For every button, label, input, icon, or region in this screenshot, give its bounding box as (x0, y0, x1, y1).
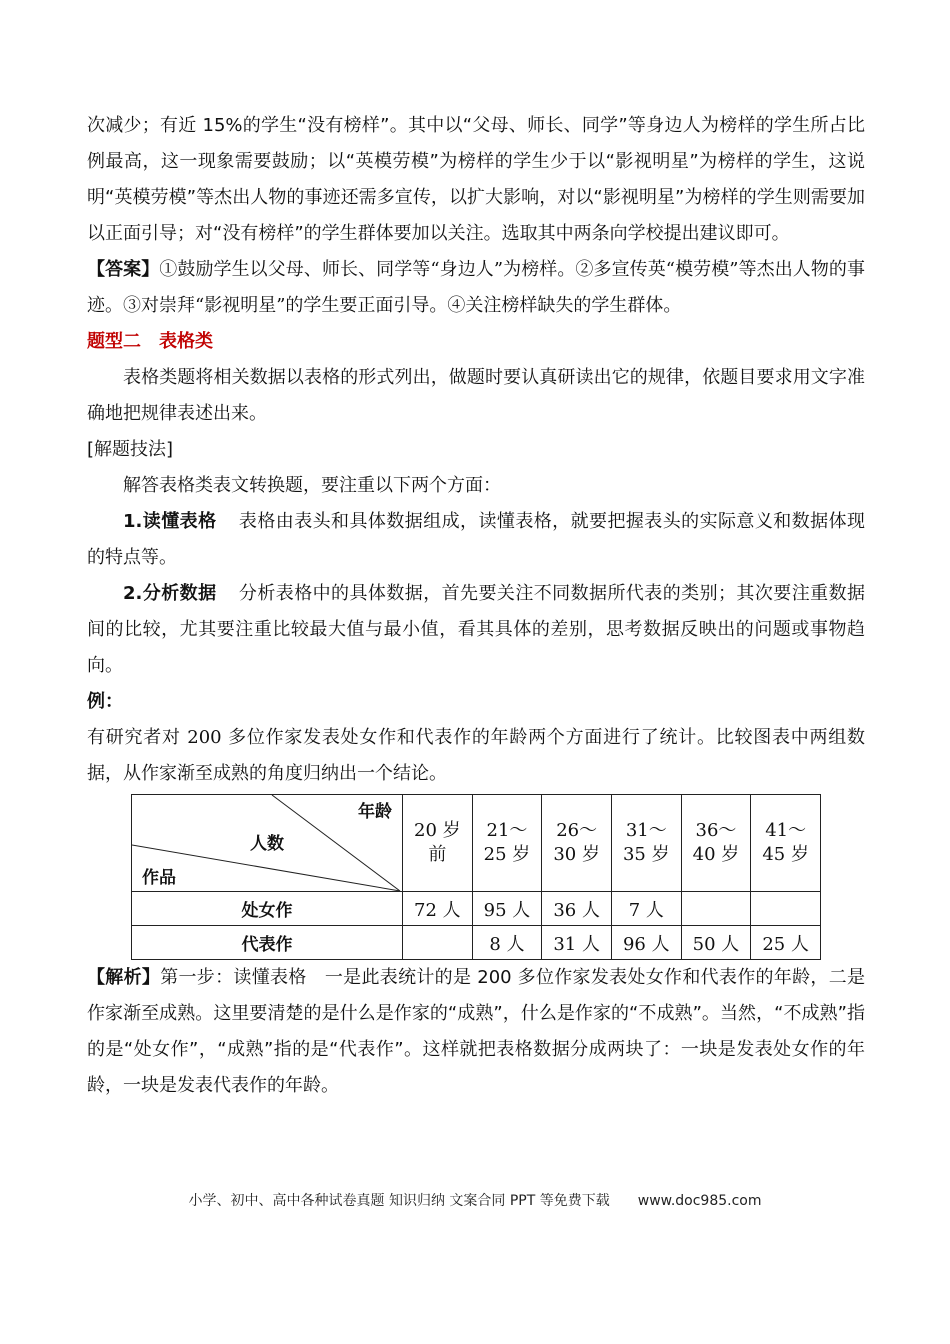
point-1 (87, 504, 865, 576)
point-1-label: 1.读懂表格 (123, 511, 217, 532)
header-age-label: 年龄 (358, 802, 392, 822)
table-cell: 95 人 (472, 892, 542, 926)
age-group-cell: 41～ 45 岁 (751, 795, 821, 892)
point-1-text: 表格由表头和具体数据组成，读懂表格，就要把握表头的实际意义和数据体现的特点等。 (87, 511, 865, 568)
intro-paragraph: 表格类题将相关数据以表格的形式列出，做题时要认真研读出它的规律，依题目要求用文字准确地把规律表述出来。 (87, 367, 865, 424)
header-count-label: 人数 (250, 834, 284, 854)
point-2-label: 2.分析数据 (123, 583, 217, 604)
row-label-first-work: 处女作 (132, 892, 403, 926)
age-group-cell: 36～ 40 岁 (681, 795, 751, 892)
age-group-cell: 31～ 35 岁 (611, 795, 681, 892)
technique-label: [解题技法] (87, 439, 174, 460)
table-cell (403, 926, 473, 960)
table-header-row (132, 795, 821, 892)
table-row (132, 892, 821, 926)
table-cell: 25 人 (751, 926, 821, 960)
page-footer (0, 1190, 950, 1210)
point-2-text: 分析表格中的具体数据，首先要关注不同数据所代表的类别；其次要注重数据间的比较，尤其要注重比较最大值与最小值，看其具体的差别，思考数据反映出的问题或事物趋向。 (87, 583, 865, 676)
footer-url[interactable]: www.doc985.com (637, 1193, 762, 1209)
diagonal-header-cell (132, 795, 403, 892)
answer-text: ①鼓励学生以父母、师长、同学等“身边人”为榜样。②多宣传英“模劳模”等杰出人物的事迹。③对崇拜“影视明星”的学生要正面引导。④关注榜样缺失的学生群体。 (87, 259, 865, 316)
footer-text: 小学、初中、高中各种试卷真题 知识归纳 文案合同 PPT 等免费下载 (188, 1193, 610, 1209)
example-label: 例： (87, 691, 123, 712)
table-cell: 31 人 (542, 926, 612, 960)
document-page (87, 108, 865, 1104)
age-group-cell: 20 岁 前 (403, 795, 473, 892)
technique-intro: 解答表格类表文转换题，要注重以下两个方面： (123, 475, 501, 496)
analysis-label: 【解析】 (87, 967, 161, 988)
table-cell (751, 892, 821, 926)
answer-label: 【答案】 (87, 259, 160, 280)
table-cell (681, 892, 751, 926)
table-cell: 36 人 (542, 892, 612, 926)
header-work-label: 作品 (142, 868, 176, 888)
age-group-cell: 26～ 30 岁 (542, 795, 612, 892)
table-cell: 50 人 (681, 926, 751, 960)
point-2 (87, 576, 865, 684)
table-row (132, 926, 821, 960)
age-group-cell: 21～ 25 岁 (472, 795, 542, 892)
example-text: 有研究者对 200 多位作家发表处女作和代表作的年龄两个方面进行了统计。比较图表中两组数据，从作家渐至成熟的角度归纳出一个结论。 (87, 727, 865, 784)
analysis-paragraph (87, 960, 865, 1104)
table-cell: 72 人 (403, 892, 473, 926)
paragraph-continued: 次减少；有近 15%的学生“没有榜样”。其中以“父母、师长、同学”等身边人为榜样的学生所占比例最高，这一现象需要鼓励；以“英模劳模”为榜样的学生少于以“影视明星”为榜样的学生，这说明“英模劳模”等杰出人物的事迹还需多宣传，以扩大影响，对以“影视明星”为榜样的学生则需要加以正面引导；对“没有榜样”的学生群体要加以关注。选取其中两条向学校提出建议即可。 (87, 115, 865, 244)
analysis-text: 第一步：读懂表格 一是此表统计的是 200 多位作家发表处女作和代表作的年龄，二是作家渐至成熟。这里要清楚的是什么是作家的“成熟”，什么是作家的“不成熟”。当然，“不成熟”指的是“处女作”，“成熟”指的是“代表作”。这样就把表格数据分成两块了：一块是发表处女作的年龄，一块是发表代表作的年龄。 (87, 967, 866, 1096)
table-cell: 8 人 (472, 926, 542, 960)
table-cell: 96 人 (611, 926, 681, 960)
answer-paragraph (87, 252, 865, 324)
row-label-masterpiece: 代表作 (132, 926, 403, 960)
table-cell: 7 人 (611, 892, 681, 926)
statistics-table (131, 794, 821, 960)
section-title: 题型二 表格类 (87, 331, 213, 352)
